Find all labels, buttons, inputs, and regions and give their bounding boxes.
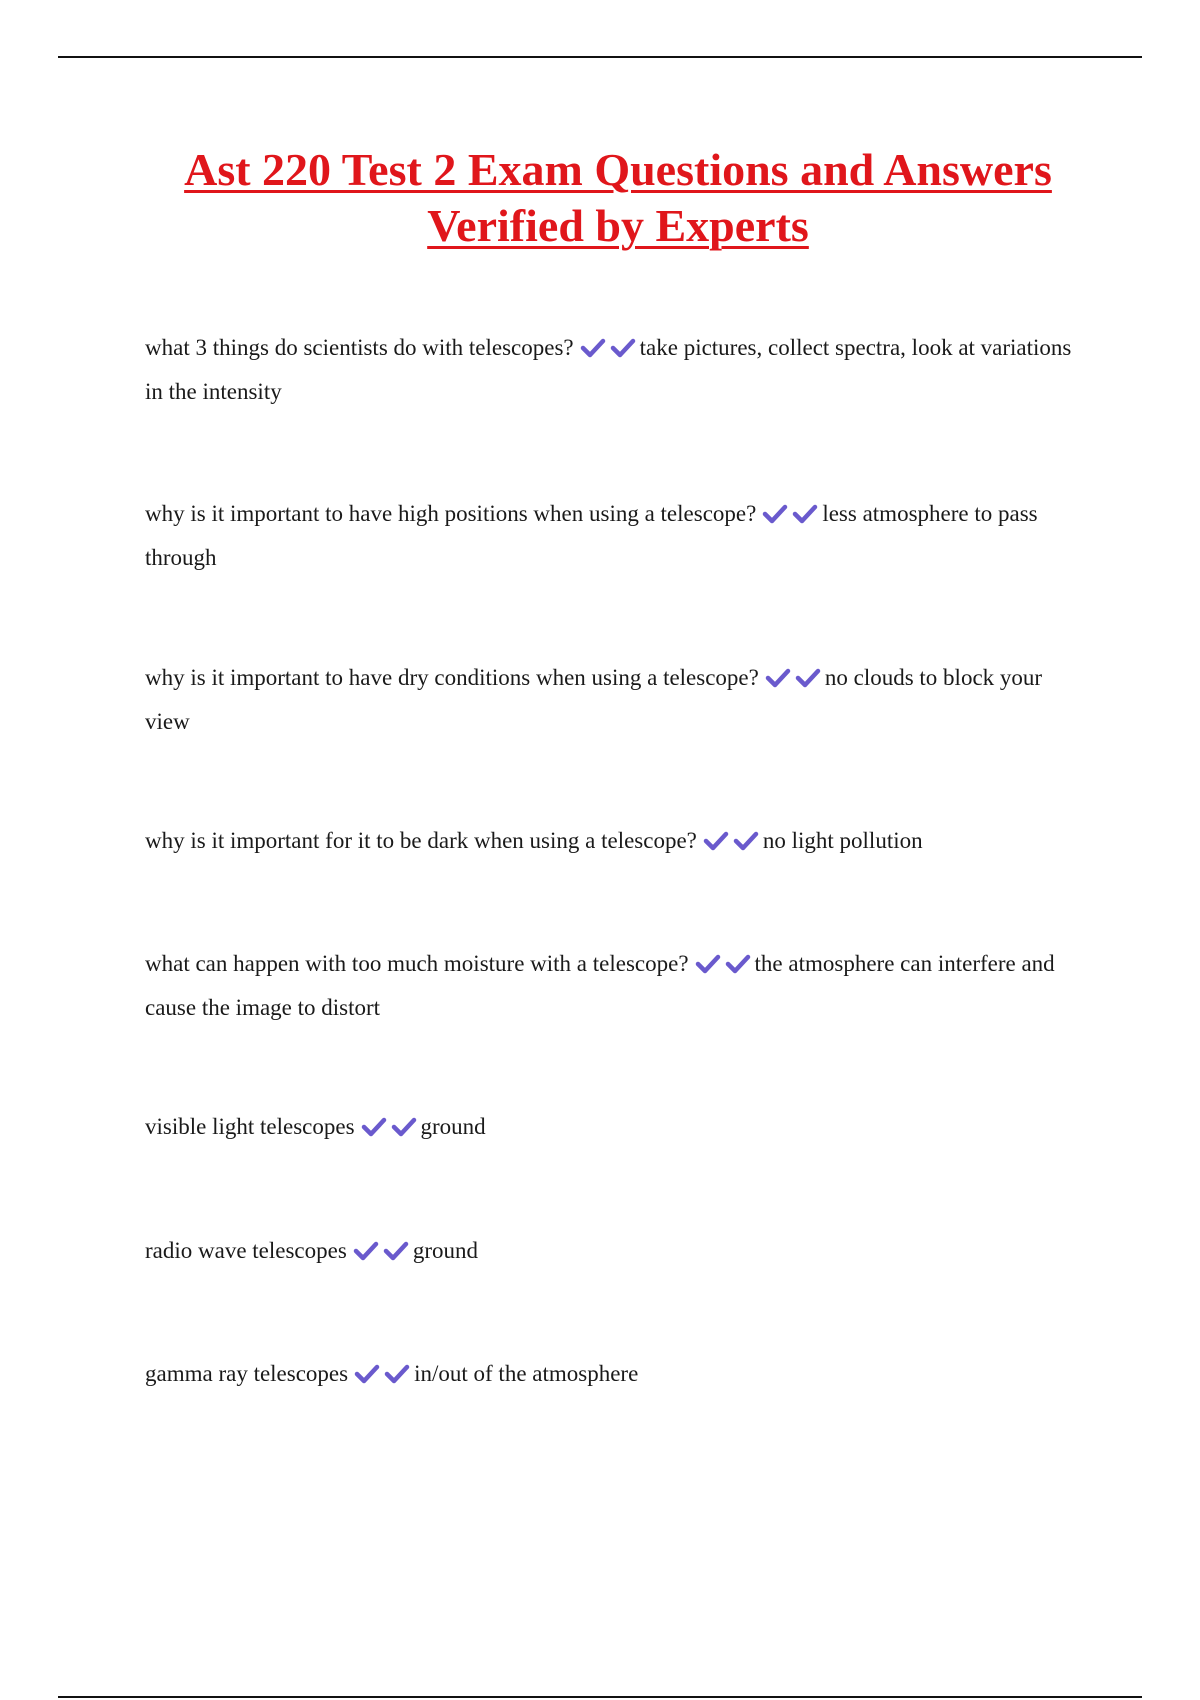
answer-text: in/out of the atmosphere <box>414 1361 639 1386</box>
qa-item <box>145 326 1085 414</box>
question-text: visible light telescopes <box>145 1114 355 1139</box>
top-rule <box>58 56 1142 58</box>
qa-item <box>145 942 1085 1030</box>
check-icon <box>733 831 759 851</box>
answer-text: the atmosphere can interfere and cause the image to distort <box>145 951 1055 1020</box>
check-icon <box>610 338 636 358</box>
check-icon <box>725 954 751 974</box>
check-icon <box>354 1364 380 1384</box>
check-icon <box>762 504 788 524</box>
qa-item <box>145 1352 1085 1396</box>
check-icon <box>792 504 818 524</box>
check-icon <box>383 1241 409 1261</box>
check-icon <box>384 1364 410 1384</box>
check-icon <box>353 1241 379 1261</box>
check-icon <box>391 1117 417 1137</box>
check-icon <box>795 668 821 688</box>
title-line-2: Verified by Experts <box>427 200 809 251</box>
document-title <box>0 142 1200 254</box>
qa-item <box>145 1229 1085 1273</box>
answer-text: no clouds to block your view <box>145 665 1043 734</box>
question-text: radio wave telescopes <box>145 1238 347 1263</box>
check-icon <box>703 831 729 851</box>
question-text: what 3 things do scientists do with telescopes? <box>145 335 574 360</box>
qa-item <box>145 656 1085 744</box>
question-text: why is it important to have high positions when using a telescope? <box>145 501 757 526</box>
answer-text: less atmosphere to pass through <box>145 501 1038 570</box>
question-text: why is it important to have dry conditions when using a telescope? <box>145 665 759 690</box>
answer-text: no light pollution <box>762 828 923 853</box>
answer-text: take pictures, collect spectra, look at variations in the intensity <box>145 335 1072 404</box>
title-line-1: Ast 220 Test 2 Exam Questions and Answers <box>184 144 1052 195</box>
question-text: why is it important for it to be dark when using a telescope? <box>145 828 697 853</box>
question-text: gamma ray telescopes <box>145 1361 349 1386</box>
bottom-rule <box>58 1696 1142 1698</box>
check-icon <box>361 1117 387 1137</box>
check-icon <box>580 338 606 358</box>
answer-text: ground <box>420 1114 486 1139</box>
check-icon <box>765 668 791 688</box>
qa-item <box>145 819 1085 863</box>
qa-item <box>145 1105 1085 1149</box>
check-icon <box>695 954 721 974</box>
answer-text: ground <box>412 1238 478 1263</box>
question-text: what can happen with too much moisture with a telescope? <box>145 951 689 976</box>
qa-item <box>145 492 1085 580</box>
